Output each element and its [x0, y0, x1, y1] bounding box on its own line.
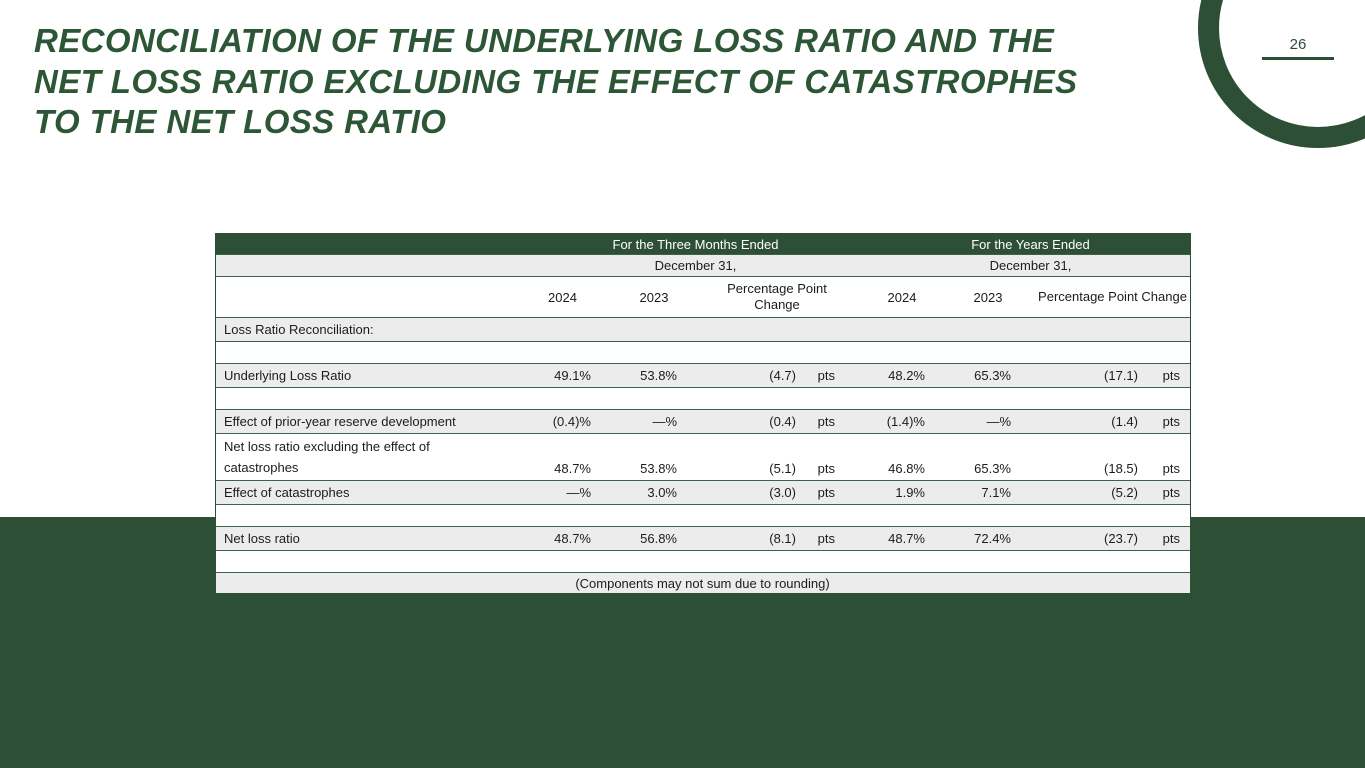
- unit-yr-pts: pts: [1162, 461, 1180, 476]
- value-tm-change: (4.7): [769, 368, 796, 383]
- value-yr-2023: 7.1%: [981, 485, 1011, 500]
- subheader-december-2: December 31,: [989, 258, 1072, 273]
- table-row-underlying-loss-ratio: [216, 364, 1190, 388]
- table-footnote-row: [216, 573, 1190, 593]
- table-section-row: [216, 318, 1190, 342]
- value-tm-2023: 56.8%: [640, 531, 677, 546]
- footnote-text: (Components may not sum due to rounding): [575, 575, 830, 591]
- slide-title: [34, 21, 1077, 143]
- value-yr-change: (18.5): [1104, 461, 1138, 476]
- value-tm-change: (8.1): [769, 531, 796, 546]
- value-yr-2024: 46.8%: [888, 461, 925, 476]
- value-tm-2024: 48.7%: [554, 531, 591, 546]
- unit-yr-pts: pts: [1162, 414, 1180, 429]
- table-row-net-loss-ratio: [216, 527, 1190, 551]
- value-tm-2024: 49.1%: [554, 368, 591, 383]
- value-yr-2024: 48.7%: [888, 531, 925, 546]
- table-empty-row: [216, 505, 1190, 527]
- value-yr-2023: —%: [986, 414, 1011, 429]
- table-row-prior-year-development: [216, 410, 1190, 434]
- column-header-tm-2024: 2024: [548, 289, 577, 305]
- slide-title-line-3: TO THE NET LOSS RATIO: [34, 103, 447, 140]
- group-header-years: For the Years Ended: [971, 236, 1090, 252]
- value-yr-2024: (1.4)%: [886, 414, 925, 429]
- table-empty-row: [216, 342, 1190, 364]
- unit-tm-pts: pts: [817, 368, 835, 383]
- unit-yr-pts: pts: [1162, 368, 1180, 383]
- value-yr-2024: 48.2%: [888, 368, 925, 383]
- value-tm-2023: —%: [652, 414, 677, 429]
- column-header-yr-2024: 2024: [887, 289, 917, 305]
- table-subheader-row: [216, 255, 1190, 277]
- unit-yr-pts: pts: [1162, 485, 1180, 500]
- value-yr-2023: 72.4%: [974, 531, 1011, 546]
- table-column-header-row: [216, 277, 1190, 318]
- value-tm-2023: 53.8%: [640, 461, 677, 476]
- group-header-three-months: For the Three Months Ended: [612, 236, 779, 252]
- value-tm-change: (5.1): [769, 461, 796, 476]
- value-tm-change: (0.4): [769, 414, 796, 429]
- subheader-december-1: December 31,: [654, 258, 737, 273]
- table-empty-row: [216, 551, 1190, 573]
- column-header-yr-2023: 2023: [973, 289, 1003, 305]
- value-tm-2023: 3.0%: [647, 485, 677, 500]
- value-yr-change: (5.2): [1111, 485, 1138, 500]
- value-tm-2023: 53.8%: [640, 368, 677, 383]
- unit-tm-pts: pts: [817, 531, 835, 546]
- table-empty-row: [216, 388, 1190, 410]
- table-row-effect-of-catastrophes: [216, 481, 1190, 505]
- column-header-tm-ppc: Percentage Point Change: [727, 281, 827, 312]
- row-label: Underlying Loss Ratio: [224, 368, 352, 383]
- section-label: Loss Ratio Reconciliation:: [224, 322, 374, 337]
- value-yr-change: (17.1): [1104, 368, 1138, 383]
- unit-tm-pts: pts: [817, 414, 835, 429]
- slide-title-line-1: RECONCILIATION OF THE UNDERLYING LOSS RATIO AND THE: [34, 22, 1055, 59]
- value-yr-2023: 65.3%: [974, 368, 1011, 383]
- table-row-net-loss-excl-catastrophes: [216, 434, 1190, 481]
- value-tm-2024: (0.4)%: [552, 414, 591, 429]
- value-yr-2023: 65.3%: [974, 461, 1011, 476]
- table-group-header-row: [216, 234, 1190, 255]
- value-tm-2024: —%: [566, 485, 591, 500]
- column-header-yr-ppc: Percentage Point Change: [1038, 289, 1187, 304]
- column-header-tm-2023: 2023: [639, 289, 669, 305]
- row-label: Effect of prior-year reserve development: [224, 414, 456, 429]
- circle-ring-decoration: [1198, 0, 1365, 148]
- unit-tm-pts: pts: [817, 461, 835, 476]
- page-number: 26: [1262, 36, 1334, 60]
- value-tm-2024: 48.7%: [554, 461, 591, 476]
- row-label: Effect of catastrophes: [224, 485, 350, 500]
- reconciliation-table: [215, 233, 1191, 594]
- value-yr-2024: 1.9%: [895, 485, 925, 500]
- unit-tm-pts: pts: [817, 485, 835, 500]
- value-yr-change: (23.7): [1104, 531, 1138, 546]
- slide-title-line-2: NET LOSS RATIO EXCLUDING THE EFFECT OF CATASTROPHES: [34, 62, 1078, 100]
- unit-yr-pts: pts: [1162, 531, 1180, 546]
- value-tm-change: (3.0): [769, 485, 796, 500]
- row-label: Net loss ratio excluding the effect of catastrophes: [224, 439, 430, 475]
- value-yr-change: (1.4): [1111, 414, 1138, 429]
- row-label: Net loss ratio: [224, 531, 300, 546]
